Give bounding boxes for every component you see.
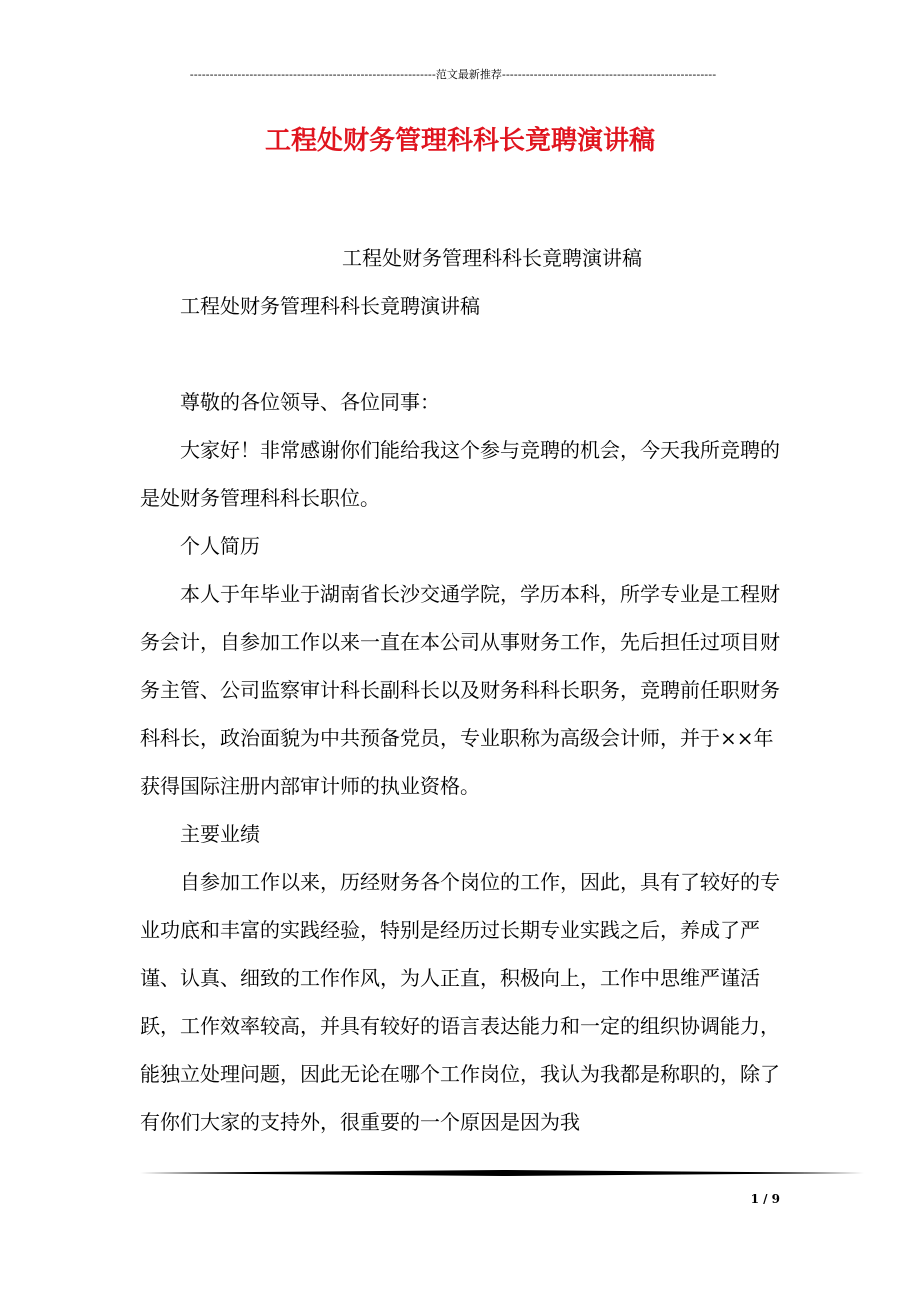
page-header: --------------------------------------------------------------范文最新推荐------------------------------------------------------ [189,68,717,81]
subtitle-left: 工程处财务管理科科长竟聘演讲稿 [180,294,480,318]
section-heading-achievements: 主要业绩 [180,822,260,846]
paragraph-greeting: 大家好！非常感谢你们能给我这个参与竞聘的机会，今天我所竞聘的是处财务管理科科长职位。 [140,438,780,510]
document-body [140,234,780,1146]
paragraph-resume: 本人于年毕业于湖南省长沙交通学院，学历本科，所学专业是工程财务会计，自参加工作以来一直在本公司从事财务工作，先后担任过项目财务主管、公司监察审计科长副科长以及财务科科长职务，竞聘前任职财务科科长，政治面貌为中共预备党员，专业职称为高级会计师，并于××年获得国际注册内部审计师的执业资格。 [140,582,780,798]
spacer [140,330,780,378]
salutation: 尊敬的各位领导、各位同事： [180,390,440,414]
section-heading-resume: 个人简历 [180,534,260,558]
subtitle-centered: 工程处财务管理科科长竟聘演讲稿 [342,246,642,270]
document-title: 工程处财务管理科科长竟聘演讲稿 [264,126,655,156]
footer-rule [140,1170,864,1176]
page-number: 1 / 9 [750,1192,780,1206]
paragraph-achievements: 自参加工作以来，历经财务各个岗位的工作，因此，具有了较好的专业功底和丰富的实践经验，特别是经历过长期专业实践之后，养成了严谨、认真、细致的工作作风，为人正直，积极向上，工作中思维严谨活跃，工作效率较高，并具有较好的语言表达能力和一定的组织协调能力，能独立处理问题，因此无论在哪个工作岗位，我认为我都是称职的，除了有你们大家的支持外，很重要的一个原因是因为我 [140,870,780,1134]
